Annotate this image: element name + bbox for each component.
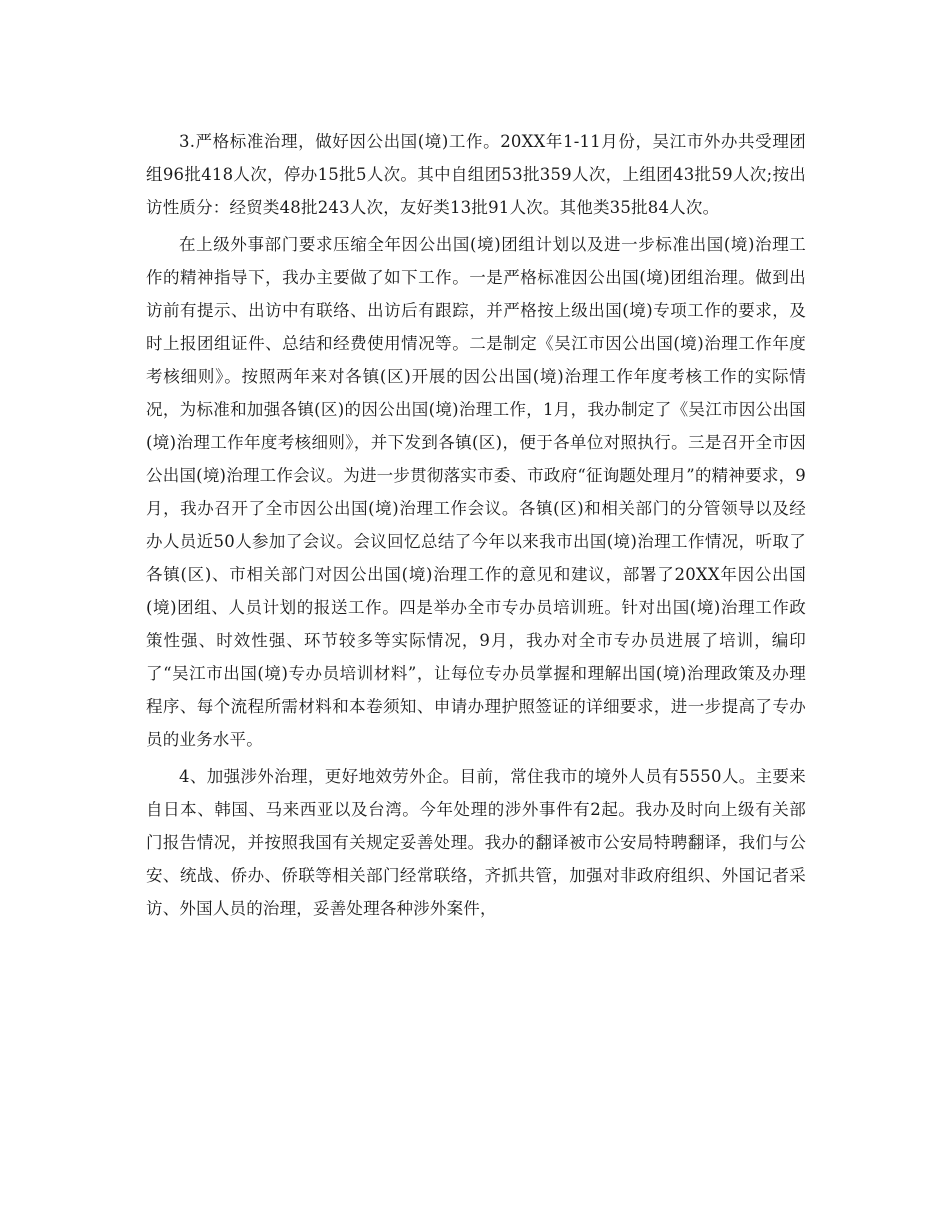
paragraph-outbound-delegations: 3.严格标准治理，做好因公出国(境)工作。20XX年1-11月份，吴江市外办共受理团组96批418人次，停办15批5人次。其中自组团53批359人次，上组团43批59人次;按出访性质分：经贸类48批243人次，友好类13批91人次。其他类35批84人次。 (146, 132, 806, 217)
paragraph-management-work: 在上级外事部门要求压缩全年因公出国(境)团组计划以及进一步标准出国(境)治理工作的精神指导下，我办主要做了如下工作。一是严格标准因公出国(境)团组治理。做到出访前有提示、出访中有联络、出访后有跟踪，并严格按上级出国(境)专项工作的要求，及时上报团组证件、总结和经费使用情况等。二是制定《吴江市因公出国(境)治理工作年度考核细则》。按照两年来对各镇(区)开展的因公出国(境)治理工作年度考核工作的实际情况，为标准和加强各镇(区)的因公出国(境)治理工作，1月，我办制定了《吴江市因公出国(境)治理工作年度考核细则》，并下发到各镇(区)，便于各单位对照执行。三是召开全市因公出国(境)治理工作会议。为进一步贯彻落实市委、市政府“征询题处理月”的精神要求，9月，我办召开了全市因公出国(境)治理工作会议。各镇(区)和相关部门的分管领导以及经办人员近50人参加了会议。会议回忆总结了今年以来我市出国(境)治理工作情况，听取了各镇(区)、市相关部门对因公出国(境)治理工作的意见和建议，部署了20XX年因公出国(境)团组、人员计划的报送工作。四是举办全市专办员培训班。针对出国(境)治理工作政策性强、时效性强、环节较多等实际情况，9月，我办对全市专办员进展了培训，编印了“吴江市出国(境)专办员培训材料”，让每位专办员掌握和理解出国(境)治理政策及办理程序、每个流程所需材料和本卷须知、申请办理护照签证的详细要求，进一步提高了专办员的业务水平。 (146, 235, 806, 749)
paragraph-foreign-affairs: 4、加强涉外治理，更好地效劳外企。目前，常住我市的境外人员有5550人。主要来自日本、韩国、马来西亚以及台湾。今年处理的涉外事件有2起。我办及时向上级有关部门报告情况，并按照我国有关规定妥善处理。我办的翻译被市公安局特聘翻译，我们与公安、统战、侨办、侨联等相关部门经常联络，齐抓共管，加强对非政府组织、外国记者采访、外国人员的治理，妥善处理各种涉外案件， (146, 767, 806, 918)
document-body (146, 125, 806, 929)
